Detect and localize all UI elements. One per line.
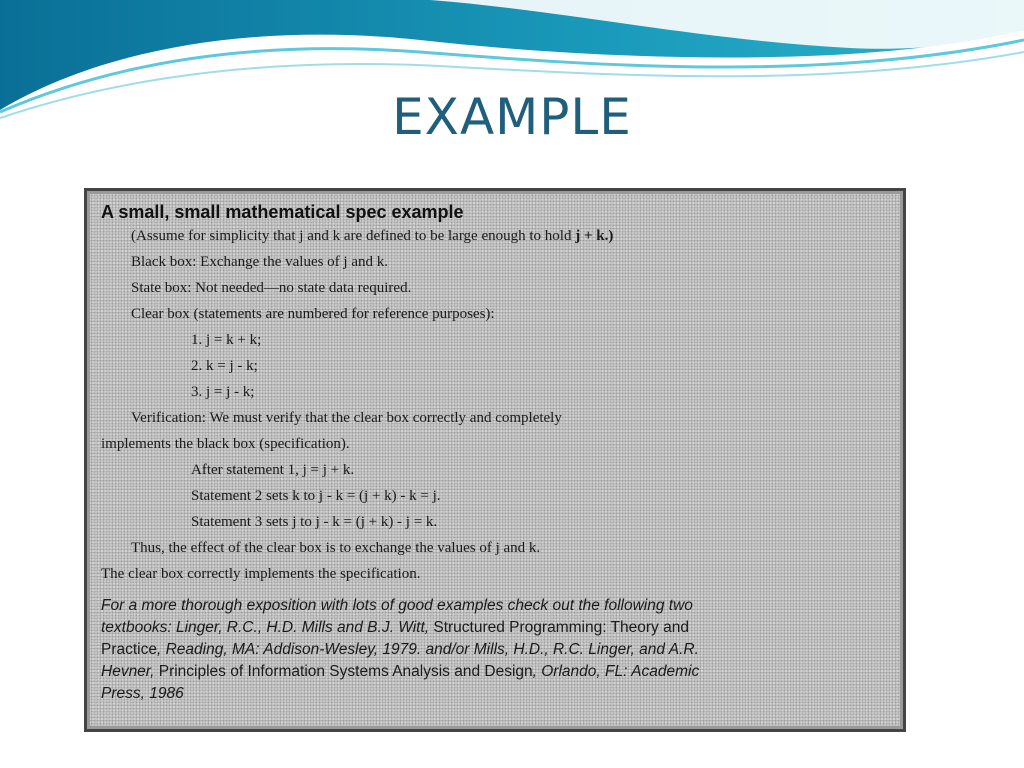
- reference-line-1: For a more thorough exposition with lots of good examples check out the following two: [101, 597, 693, 614]
- state-box-line: State box: Not needed—no state data required.: [131, 280, 412, 296]
- verification-step-3: Statement 3 sets j to j - k = (j + k) - j = k.: [191, 514, 438, 530]
- verification-line-2: implements the black box (specification).: [101, 436, 350, 452]
- reference-line-3: [101, 639, 881, 661]
- verification-step-2: Statement 2 sets k to j - k = (j + k) - k = j.: [191, 488, 441, 504]
- assumption-line: [101, 223, 881, 249]
- assumption-expression: j + k.): [575, 228, 614, 244]
- assumption-text: (Assume for simplicity that j and k are defined to be large enough to hold: [131, 228, 576, 244]
- statement-1: 1. j = k + k;: [191, 332, 262, 348]
- verification-line-1: Verification: We must verify that the clear box correctly and completely: [131, 410, 562, 426]
- slide-title: EXAMPLE: [392, 88, 632, 146]
- spec-heading: A small, small mathematical spec example: [101, 202, 464, 222]
- reference-book-title-1a: Structured Programming: Theory and: [433, 619, 689, 636]
- reference-authors: textbooks: Linger, R.C., H.D. Mills and B.J. Witt,: [101, 619, 434, 636]
- statement-2: 2. k = j - k;: [191, 358, 258, 374]
- clear-box-line: Clear box (statements are numbered for reference purposes):: [131, 306, 495, 322]
- reference-line-2: [101, 617, 881, 639]
- reference-line-4: [101, 661, 881, 683]
- thus-line: Thus, the effect of the clear box is to exchange the values of j and k.: [131, 540, 541, 556]
- verification-step-1: After statement 1, j = j + k.: [191, 462, 355, 478]
- spec-example-text: [101, 201, 881, 705]
- reference-paragraph: [101, 595, 881, 705]
- reference-author-hevner: Hevner,: [101, 663, 159, 680]
- reference-book-title-2: Principles of Information Systems Analysis and Design: [158, 663, 533, 680]
- conclusion-line: The clear box correctly implements the specification.: [101, 566, 421, 582]
- reference-line-5: Press, 1986: [101, 685, 184, 702]
- reference-book-title-1b: Practice: [101, 641, 157, 658]
- reference-publisher-2: , Orlando, FL: Academic: [532, 663, 700, 680]
- reference-publisher-1: , Reading, MA: Addison-Wesley, 1979. and/or Mills, H.D., R.C. Linger, and A.R.: [157, 641, 699, 658]
- statement-3: 3. j = j - k;: [191, 384, 255, 400]
- black-box-line: Black box: Exchange the values of j and k.: [131, 254, 389, 270]
- scanned-document-image: [84, 188, 906, 732]
